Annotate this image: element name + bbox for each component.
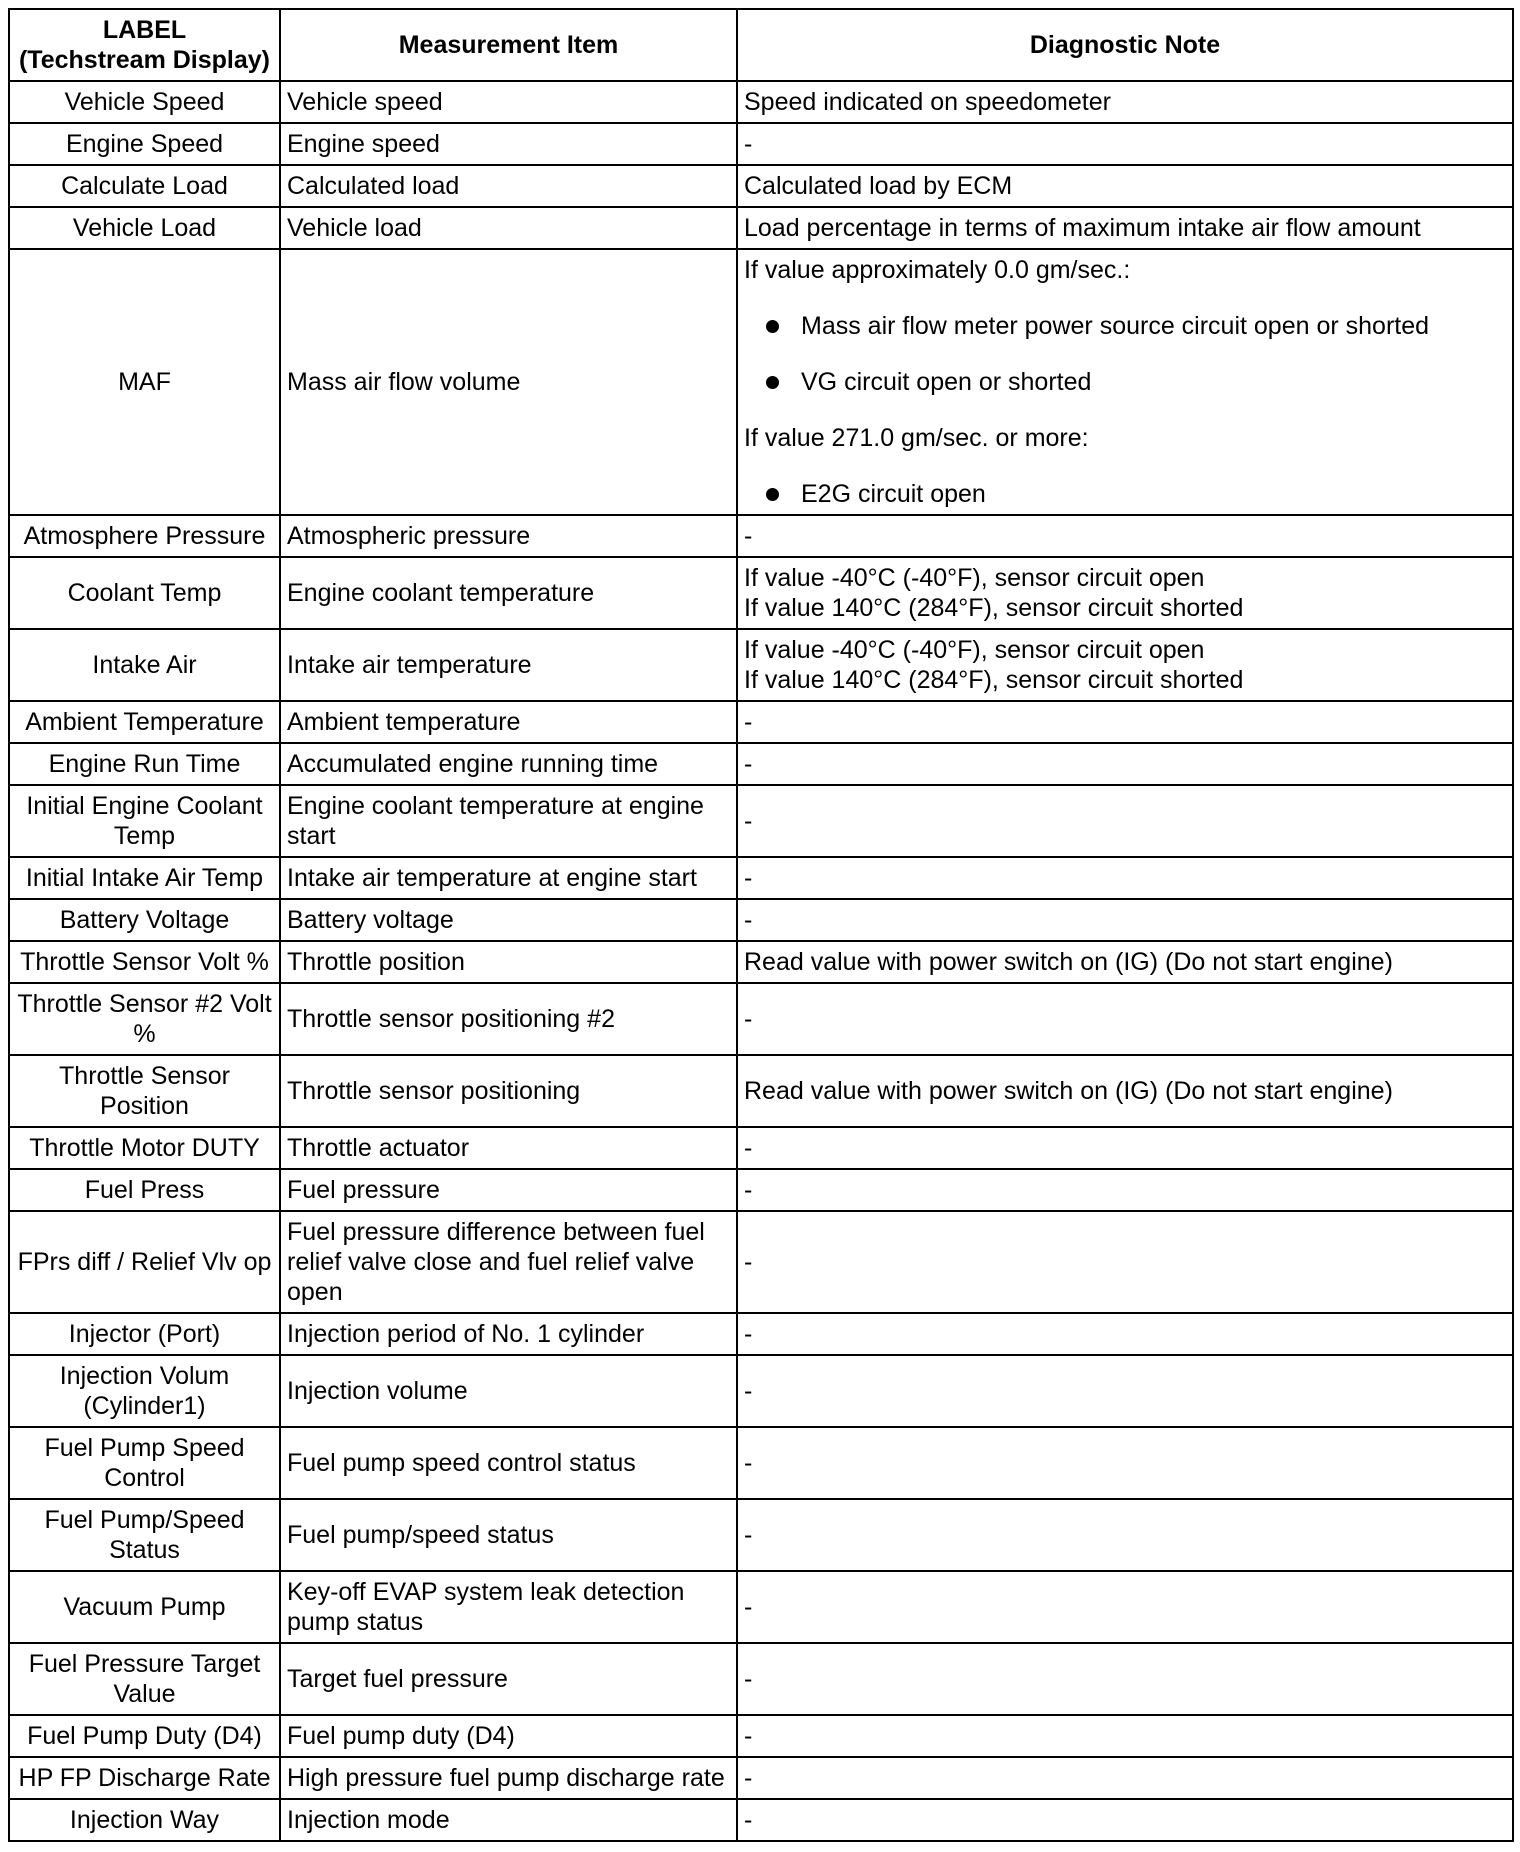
row-measurement-item: Accumulated engine running time <box>280 743 737 785</box>
row-measurement-item: Engine coolant temperature at engine start <box>280 785 737 857</box>
maf-note-bullet <box>744 311 1506 341</box>
row-diagnostic-note: - <box>737 1715 1513 1757</box>
maf-note-intro-low: If value approximately 0.0 gm/sec.: <box>744 256 1131 284</box>
bullet-dot-icon <box>766 488 779 501</box>
row-label: Atmosphere Pressure <box>9 515 280 557</box>
row-measurement-item: Atmospheric pressure <box>280 515 737 557</box>
row-measurement-item: Engine speed <box>280 123 737 165</box>
row-measurement-item: Vehicle speed <box>280 81 737 123</box>
row-diagnostic-note: - <box>737 1169 1513 1211</box>
row-label: Fuel Pressure Target Value <box>9 1643 280 1715</box>
row-diagnostic-note: - <box>737 1211 1513 1313</box>
row-diagnostic-note: Calculated load by ECM <box>737 165 1513 207</box>
row-diagnostic-note <box>737 629 1513 701</box>
data-list-table-container <box>8 8 1512 1842</box>
table-row <box>9 941 1513 983</box>
note-line-short: If value 140°C (284°F), sensor circuit shorted <box>744 594 1244 622</box>
maf-note-block <box>744 255 1506 509</box>
row-diagnostic-note: Read value with power switch on (IG) (Do not start engine) <box>737 941 1513 983</box>
table-header-row <box>9 9 1513 81</box>
row-label: Battery Voltage <box>9 899 280 941</box>
row-measurement-item: Fuel pressure difference between fuel relief valve close and fuel relief valve open <box>280 1211 737 1313</box>
row-label: Throttle Sensor #2 Volt % <box>9 983 280 1055</box>
row-measurement-item: Injection volume <box>280 1355 737 1427</box>
table-row <box>9 629 1513 701</box>
table-row <box>9 857 1513 899</box>
row-measurement-item: Engine coolant temperature <box>280 557 737 629</box>
note-line-open: If value -40°C (-40°F), sensor circuit open <box>744 564 1205 592</box>
row-diagnostic-note: - <box>737 1127 1513 1169</box>
row-measurement-item: Throttle sensor positioning <box>280 1055 737 1127</box>
row-label: Injector (Port) <box>9 1313 280 1355</box>
row-label: Ambient Temperature <box>9 701 280 743</box>
row-label: Vacuum Pump <box>9 1571 280 1643</box>
header-measurement-item: Measurement Item <box>280 9 737 81</box>
maf-note-bullet-text: E2G circuit open <box>801 480 986 508</box>
row-label: Injection Volum (Cylinder1) <box>9 1355 280 1427</box>
row-label: Engine Run Time <box>9 743 280 785</box>
table-row <box>9 123 1513 165</box>
row-diagnostic-note: - <box>737 1643 1513 1715</box>
note-line-short: If value 140°C (284°F), sensor circuit shorted <box>744 666 1244 694</box>
table-row <box>9 1715 1513 1757</box>
row-diagnostic-note: - <box>737 857 1513 899</box>
header-diagnostic-note: Diagnostic Note <box>737 9 1513 81</box>
bullet-dot-icon <box>766 376 779 389</box>
row-diagnostic-note: - <box>737 515 1513 557</box>
table-row <box>9 515 1513 557</box>
row-measurement-item: High pressure fuel pump discharge rate <box>280 1757 737 1799</box>
table-row <box>9 1571 1513 1643</box>
table-row <box>9 983 1513 1055</box>
row-label: Fuel Pump Duty (D4) <box>9 1715 280 1757</box>
table-row <box>9 1169 1513 1211</box>
row-label: Throttle Motor DUTY <box>9 1127 280 1169</box>
row-measurement-item: Injection mode <box>280 1799 737 1841</box>
row-diagnostic-note: - <box>737 983 1513 1055</box>
table-row <box>9 1499 1513 1571</box>
table-row <box>9 1127 1513 1169</box>
row-measurement-item: Target fuel pressure <box>280 1643 737 1715</box>
table-row <box>9 1757 1513 1799</box>
maf-note-bullet <box>744 367 1506 397</box>
maf-note-bullet-text: VG circuit open or shorted <box>801 368 1092 396</box>
row-measurement-item: Injection period of No. 1 cylinder <box>280 1313 737 1355</box>
maf-note-intro-high: If value 271.0 gm/sec. or more: <box>744 424 1089 452</box>
row-label: Throttle Sensor Position <box>9 1055 280 1127</box>
table-row <box>9 1355 1513 1427</box>
row-label: Injection Way <box>9 1799 280 1841</box>
table-row <box>9 1055 1513 1127</box>
row-label: Initial Intake Air Temp <box>9 857 280 899</box>
table-row <box>9 743 1513 785</box>
row-measurement-item: Fuel pump/speed status <box>280 1499 737 1571</box>
row-measurement-item: Throttle position <box>280 941 737 983</box>
table-row <box>9 1427 1513 1499</box>
table-row <box>9 701 1513 743</box>
header-label-line1: LABEL <box>102 16 187 44</box>
row-diagnostic-note: Speed indicated on speedometer <box>737 81 1513 123</box>
row-measurement-item: Battery voltage <box>280 899 737 941</box>
row-diagnostic-note <box>737 557 1513 629</box>
row-diagnostic-note: - <box>737 1427 1513 1499</box>
row-label: MAF <box>9 249 280 515</box>
row-measurement-item: Fuel pump duty (D4) <box>280 1715 737 1757</box>
table-row <box>9 207 1513 249</box>
table-row <box>9 557 1513 629</box>
row-diagnostic-note: - <box>737 1355 1513 1427</box>
row-measurement-item: Mass air flow volume <box>280 249 737 515</box>
row-measurement-item: Calculated load <box>280 165 737 207</box>
row-label: Engine Speed <box>9 123 280 165</box>
row-label: Fuel Pump Speed Control <box>9 1427 280 1499</box>
row-label: Calculate Load <box>9 165 280 207</box>
row-label: Coolant Temp <box>9 557 280 629</box>
row-diagnostic-note: - <box>737 1499 1513 1571</box>
header-label-line2: (Techstream Display) <box>18 46 270 74</box>
table-row <box>9 1799 1513 1841</box>
row-diagnostic-note: - <box>737 743 1513 785</box>
row-label: Fuel Press <box>9 1169 280 1211</box>
row-label: Initial Engine Coolant Temp <box>9 785 280 857</box>
row-label: HP FP Discharge Rate <box>9 1757 280 1799</box>
row-label: Intake Air <box>9 629 280 701</box>
table-row <box>9 1643 1513 1715</box>
maf-note-bullet-text: Mass air flow meter power source circuit open or shorted <box>801 312 1430 340</box>
row-diagnostic-note: - <box>737 899 1513 941</box>
row-diagnostic-note: Load percentage in terms of maximum intake air flow amount <box>737 207 1513 249</box>
row-measurement-item: Fuel pressure <box>280 1169 737 1211</box>
row-label: FPrs diff / Relief Vlv op <box>9 1211 280 1313</box>
note-line-open: If value -40°C (-40°F), sensor circuit open <box>744 636 1205 664</box>
row-diagnostic-note: - <box>737 1571 1513 1643</box>
row-diagnostic-note: - <box>737 1313 1513 1355</box>
table-row <box>9 785 1513 857</box>
row-measurement-item: Vehicle load <box>280 207 737 249</box>
table-row <box>9 1211 1513 1313</box>
maf-note-bullet <box>744 479 1506 509</box>
row-label: Fuel Pump/Speed Status <box>9 1499 280 1571</box>
row-diagnostic-note: Read value with power switch on (IG) (Do not start engine) <box>737 1055 1513 1127</box>
table-row <box>9 81 1513 123</box>
row-label: Vehicle Load <box>9 207 280 249</box>
row-measurement-item: Throttle sensor positioning #2 <box>280 983 737 1055</box>
row-diagnostic-note: - <box>737 701 1513 743</box>
row-measurement-item: Intake air temperature <box>280 629 737 701</box>
row-diagnostic-note: - <box>737 1799 1513 1841</box>
header-label <box>9 9 280 81</box>
row-measurement-item: Key-off EVAP system leak detection pump status <box>280 1571 737 1643</box>
row-diagnostic-note: - <box>737 123 1513 165</box>
row-measurement-item: Intake air temperature at engine start <box>280 857 737 899</box>
row-measurement-item: Ambient temperature <box>280 701 737 743</box>
row-label: Throttle Sensor Volt % <box>9 941 280 983</box>
row-measurement-item: Fuel pump speed control status <box>280 1427 737 1499</box>
row-measurement-item: Throttle actuator <box>280 1127 737 1169</box>
bullet-dot-icon <box>766 320 779 333</box>
table-row-maf <box>9 249 1513 515</box>
table-row <box>9 1313 1513 1355</box>
data-list-table <box>8 8 1514 1842</box>
row-label: Vehicle Speed <box>9 81 280 123</box>
row-diagnostic-note <box>737 249 1513 515</box>
row-diagnostic-note: - <box>737 1757 1513 1799</box>
table-row <box>9 165 1513 207</box>
table-row <box>9 899 1513 941</box>
row-diagnostic-note: - <box>737 785 1513 857</box>
